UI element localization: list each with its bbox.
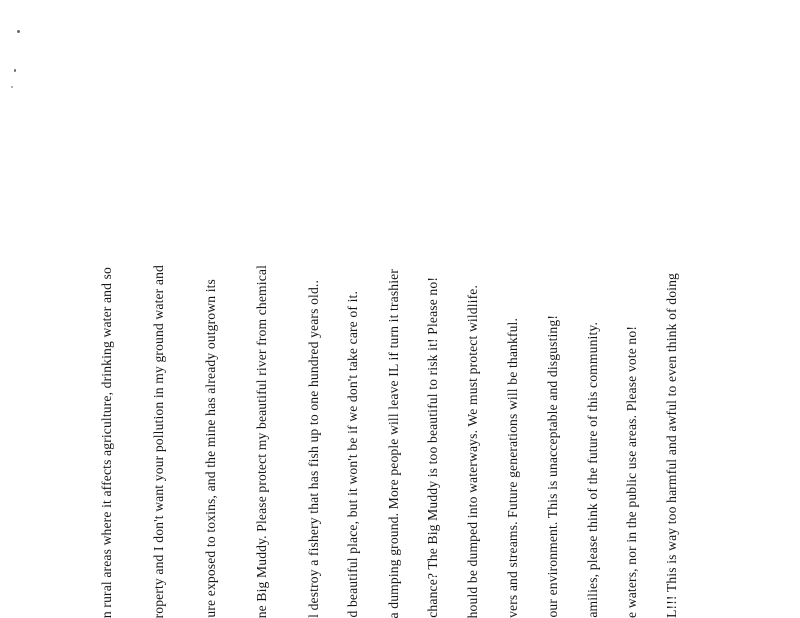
text-line: d beautiful place, but it won't be if we don't take care of it. — [345, 291, 360, 618]
text-line: ure exposed to toxins, and the mine has already outgrown its — [203, 279, 218, 618]
text-line: e waters, nor in the public use areas. Please vote no! — [624, 326, 639, 618]
scan-speck — [17, 30, 20, 33]
scan-speck — [14, 69, 16, 72]
text-line: hould be dumped into waterways. We must protect wildlife. — [465, 284, 480, 618]
text-line: l destroy a fishery that has fish up to one hundred years old.. — [306, 280, 321, 618]
text-line: our environment. This is unacceptable and disgusting! — [545, 315, 560, 618]
text-line: roperty and I don't want your pollution in my ground water and — [151, 264, 166, 618]
text-line: a dumping ground. More people will leave IL if turn it trashier — [386, 268, 401, 618]
text-line: chance? The Big Muddy is too beautiful to risk it! Please no! — [425, 277, 440, 618]
text-line: amilies, please think of the future of this community. — [585, 322, 600, 618]
scan-speck — [11, 86, 13, 88]
text-line: L!!! This is way too harmful and awful to even think of doing — [664, 273, 679, 618]
text-line: vers and streams. Future generations will be thankful. — [505, 318, 520, 618]
text-line: ne Big Muddy. Please protect my beautiful river from chemical — [254, 264, 269, 618]
text-line: n rural areas where it affects agriculture, drinking water and so — [99, 266, 114, 618]
